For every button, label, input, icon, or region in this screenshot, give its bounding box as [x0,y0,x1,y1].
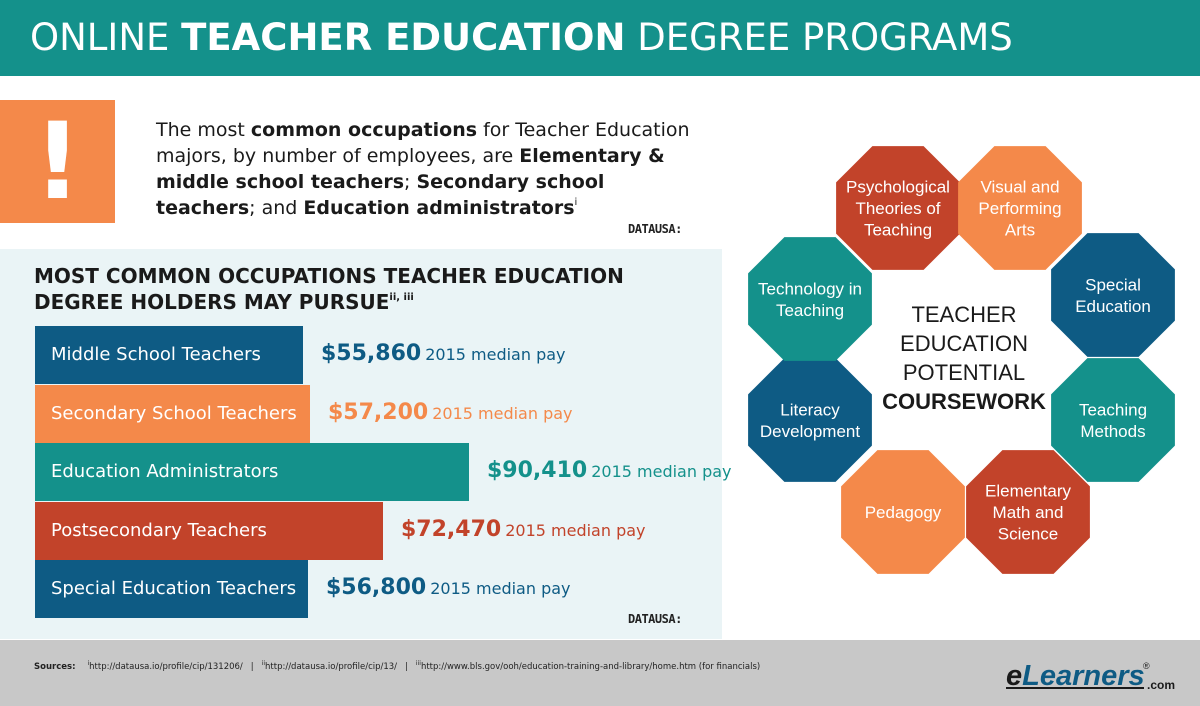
coursework-center-line1: TEACHER [911,302,1017,327]
occupation-label: Education Administrators [51,461,279,482]
occupation-pay [328,400,573,425]
coursework-center-line2: EDUCATION [900,331,1028,356]
coursework-label: Teaching [863,220,933,240]
source-marker: iii [415,660,421,667]
intro-footnote-marker: i [574,197,578,208]
brand-registered: ® [1143,661,1150,671]
pay-note: 2015 median pay [505,520,646,540]
pay-amount: $55,860 [321,341,422,366]
occupation-pay [487,458,732,483]
exclamation-icon: ! [33,100,82,223]
title-prefix: ONLINE [30,16,170,59]
pay-amount: $57,200 [328,399,429,425]
coursework-label: Science [997,524,1059,544]
coursework-octagon [748,358,872,482]
coursework-label: Education [1075,296,1151,316]
coursework-label: Math and [992,503,1064,522]
intro-t1: The most [156,119,251,141]
source-separator: | [405,661,408,672]
brand-e: e [1006,660,1023,692]
coursework-label: Elementary [985,481,1071,501]
title-bold: TEACHER EDUCATION [181,16,626,59]
header-banner [0,0,1200,76]
coursework-label: Methods [1080,421,1146,441]
sources-list [87,662,760,672]
occupations-title-suffix: TEACHER EDUCATION DEGREE HOLDERS MAY PURSUE [34,264,624,314]
coursework-label: Teaching [775,300,845,320]
occupation-label: Special Education Teachers [51,578,297,599]
coursework-diagram [735,135,1200,580]
source-link[interactable]: http://datausa.io/profile/cip/13/ [265,661,398,672]
occupation-bar [35,326,303,384]
coursework-label: Teaching [1078,400,1148,420]
sources-line [34,660,760,672]
coursework-octagon [1051,358,1175,482]
coursework-label: Arts [1004,220,1036,240]
datausa-logo-2: DATAUSA: [628,612,682,626]
sources-label: Sources: [34,661,76,672]
brand-tld: .com [1147,678,1176,692]
coursework-item [1051,233,1175,357]
source-marker: ii [261,660,266,667]
coursework-label: Pedagogy [864,503,942,522]
coursework-item [841,450,965,574]
intro-b2: Elementary & middle school teachers [156,145,665,193]
occupation-bar [35,385,310,443]
intro-t3: ; [404,171,417,193]
source-link[interactable]: http://datausa.io/profile/cip/131206/ [89,661,243,672]
coursework-center-line3: POTENTIAL [902,360,1026,385]
pay-note: 2015 median pay [432,403,573,423]
occupations-title-bold: OCCUPATIONS [218,264,377,288]
occupation-label: Secondary School Teachers [51,402,297,424]
pay-amount: $72,470 [401,516,502,542]
elearners-logo [1006,658,1181,694]
coursework-label: Special [1085,275,1141,295]
coursework-label: Psychological [846,177,950,197]
occupation-pay [401,517,646,542]
coursework-octagon [1051,233,1175,357]
coursework-item [748,237,872,361]
coursework-item [958,146,1082,270]
source-marker: i [87,660,90,667]
coursework-label: Development [759,421,861,441]
pay-amount: $56,800 [326,575,427,600]
intro-b3: Secondary school teachers [156,171,605,219]
datausa-logo: DATAUSA: [628,222,682,236]
occupation-pay [321,341,566,366]
coursework-label: Literacy [780,400,840,420]
occupation-bar [35,502,383,560]
occupation-label: Middle School Teachers [51,344,261,365]
title-suffix: DEGREE PROGRAMS [637,16,1013,59]
coursework-item [836,146,960,270]
occupations-title [34,263,714,315]
coursework-label: Technology in [758,279,862,299]
pay-note: 2015 median pay [591,462,732,481]
coursework-center-line4: COURSEWORK [882,389,1046,414]
occupation-bar [35,560,308,618]
page-title [30,14,1013,62]
occupation-label: Postsecondary Teachers [51,519,267,541]
intro-b4: Education administrators [303,197,575,219]
source-separator: | [250,661,254,672]
occupation-bar [35,443,469,501]
occupation-pay [326,575,571,600]
coursework-label: Performing [978,199,1062,218]
intro-text [156,117,696,221]
pay-note: 2015 median pay [425,345,566,364]
coursework-item [1051,358,1175,482]
coursework-item [748,358,872,482]
coursework-octagon [748,237,872,361]
intro-t2: for Teacher Education majors, by number of employees, are [156,119,690,167]
intro-t4: ; and [249,197,304,219]
pay-note: 2015 median pay [430,579,571,598]
coursework-label: Theories of [855,199,941,218]
occupations-title-prefix: MOST COMMON [34,264,219,288]
intro-b1: common occupations [250,119,478,141]
alert-box [0,100,115,223]
coursework-item [966,450,1090,574]
pay-amount: $90,410 [487,458,588,483]
source-link[interactable]: http://www.bls.gov/ooh/education-training-and-library/home.htm (for financials) [420,661,761,672]
coursework-label: Visual and [980,177,1060,197]
brand-main: Learners [1022,660,1145,692]
occupations-footnote-marker: ii, iii [389,292,414,303]
